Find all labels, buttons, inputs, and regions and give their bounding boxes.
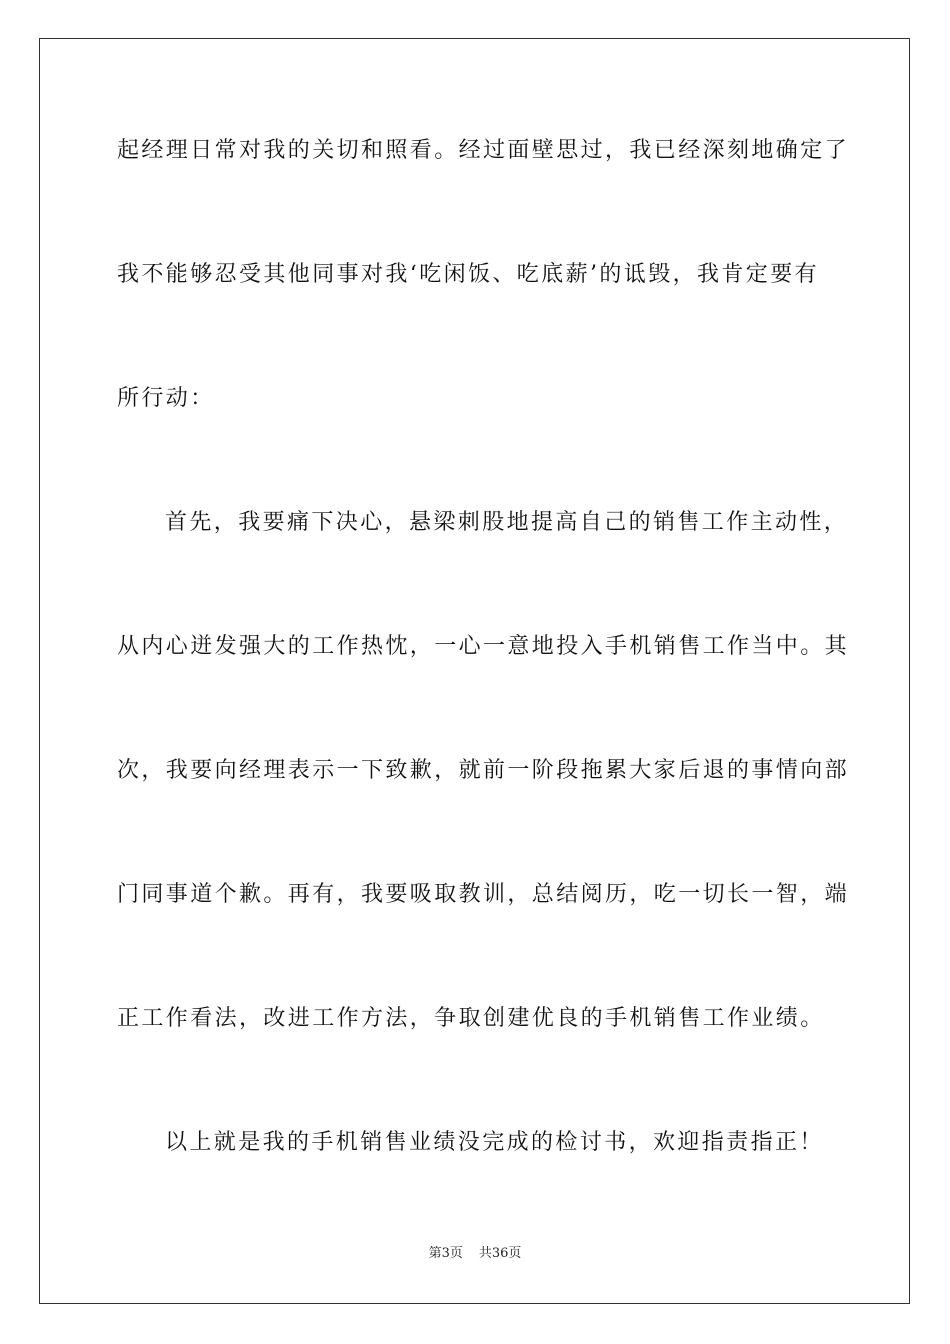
page-footer xyxy=(0,1245,950,1263)
page-number: 第3页 xyxy=(428,1246,463,1261)
closing-line: 以上就是我的手机销售业绩没完成的检讨书，欢迎指责指正！ xyxy=(165,1130,824,1155)
page-border xyxy=(39,38,910,1304)
text-line-2: 我不能够忍受其他同事对我‘吃闲饭、吃底薪’的诋毁，我肯定要有 xyxy=(117,262,819,287)
page-total: 共36页 xyxy=(478,1246,522,1261)
paragraph-first-line: 首先，我要痛下决心，悬梁刺股地提高自己的销售工作主动性， xyxy=(165,510,849,535)
text-line-8: 正工作看法，改进工作方法，争取创建优良的手机销售工作业绩。 xyxy=(117,1006,825,1031)
text-line-3: 所行动： xyxy=(117,386,215,411)
text-line-6: 次，我要向经理表示一下致歉，就前一阶段拖累大家后退的事情向部 xyxy=(117,758,850,783)
text-line-1: 起经理日常对我的关切和照看。经过面壁思过，我已经深刻地确定了 xyxy=(117,138,850,163)
text-line-7: 门同事道个歉。再有，我要吸取教训，总结阅历，吃一切长一智，端 xyxy=(117,882,850,907)
text-line-5: 从内心迸发强大的工作热忱，一心一意地投入手机销售工作当中。其 xyxy=(117,634,850,659)
